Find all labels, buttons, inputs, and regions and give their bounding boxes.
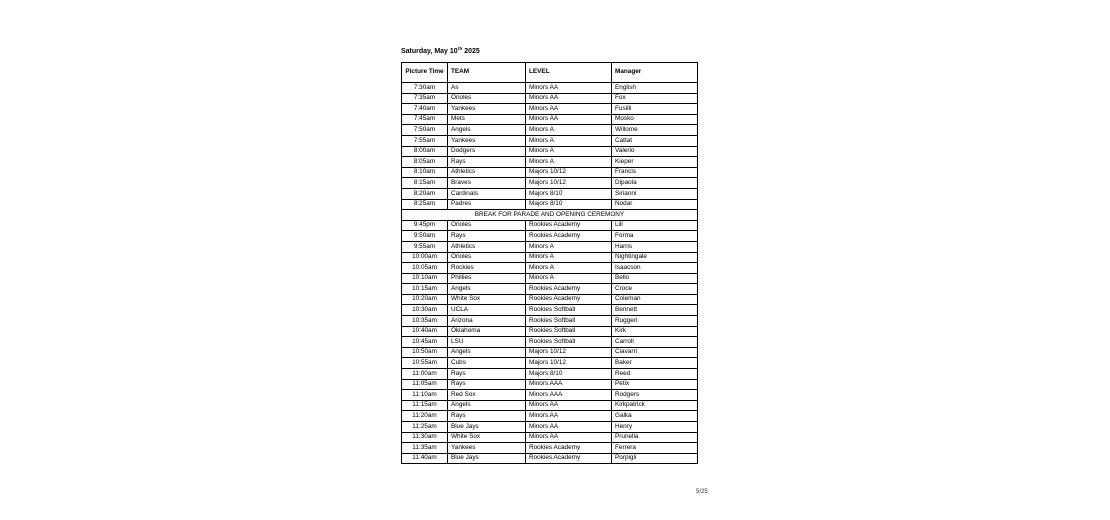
cell-manager: Nightingale (612, 252, 698, 263)
table-row (402, 453, 698, 464)
cell-manager: Ruggeri (612, 316, 698, 327)
cell-time: 8:10am (402, 167, 448, 178)
cell-team: White Sox (448, 432, 526, 443)
cell-time: 8:20am (402, 188, 448, 199)
table-row (402, 104, 698, 115)
cell-team: Padres (448, 199, 526, 210)
cell-time: 7:40am (402, 104, 448, 115)
column-header-team: TEAM (448, 63, 526, 83)
cell-time: 10:10am (402, 273, 448, 284)
cell-level: Minors A (526, 135, 612, 146)
cell-time: 11:35am (402, 443, 448, 454)
table-row (402, 157, 698, 168)
cell-level: Minors AA (526, 411, 612, 422)
page-number: 5/25 (696, 489, 708, 495)
cell-time: 11:10am (402, 390, 448, 401)
cell-manager: Willome (612, 125, 698, 136)
cell-level: Rookies Softball (526, 326, 612, 337)
cell-time: 9:45pm (402, 220, 448, 231)
cell-team: LSU (448, 337, 526, 348)
cell-time: 10:45am (402, 337, 448, 348)
table-row (402, 294, 698, 305)
page-heading (401, 46, 480, 55)
cell-manager: Ferrera (612, 443, 698, 454)
cell-time: 7:35am (402, 93, 448, 104)
cell-time: 11:40am (402, 453, 448, 464)
cell-team: Angels (448, 284, 526, 295)
table-row (402, 347, 698, 358)
table-row (402, 167, 698, 178)
table-row (402, 337, 698, 348)
cell-manager: Baker (612, 358, 698, 369)
table-row (402, 199, 698, 210)
table-row (402, 125, 698, 136)
cell-manager: Rodgers (612, 390, 698, 401)
cell-manager: Fusilli (612, 104, 698, 115)
cell-team: Orioles (448, 93, 526, 104)
table-row (402, 220, 698, 231)
cell-team: Blue Jays (448, 422, 526, 433)
table-row (402, 83, 698, 94)
cell-team: Braves (448, 178, 526, 189)
cell-team: Rays (448, 369, 526, 380)
cell-time: 11:15am (402, 400, 448, 411)
cell-team: Orioles (448, 220, 526, 231)
cell-time: 10:00am (402, 252, 448, 263)
cell-team: Rays (448, 411, 526, 422)
cell-manager: Kirkpatrick (612, 400, 698, 411)
table-row (402, 252, 698, 263)
cell-level: Minors A (526, 125, 612, 136)
cell-level: Minors AA (526, 93, 612, 104)
cell-manager: Forma (612, 231, 698, 242)
cell-manager: Sirianni (612, 188, 698, 199)
cell-team: Angels (448, 125, 526, 136)
cell-time: 10:35am (402, 316, 448, 327)
cell-level: Rookies Academy (526, 443, 612, 454)
table-row (402, 263, 698, 274)
cell-time: 7:45am (402, 114, 448, 125)
cell-team: Athletics (448, 167, 526, 178)
cell-manager: Cattat (612, 135, 698, 146)
cell-level: Minors AA (526, 400, 612, 411)
cell-time: 10:15am (402, 284, 448, 295)
cell-level: Minors A (526, 241, 612, 252)
cell-level: Minors A (526, 157, 612, 168)
cell-manager: Petix (612, 379, 698, 390)
table-row (402, 241, 698, 252)
cell-level: Rookies Academy (526, 453, 612, 464)
cell-team: Dodgers (448, 146, 526, 157)
table-row (402, 379, 698, 390)
table-header (402, 63, 698, 83)
cell-team: Yankees (448, 135, 526, 146)
cell-time: 9:50am (402, 231, 448, 242)
cell-level: Majors 10/12 (526, 347, 612, 358)
table-row (402, 369, 698, 380)
table-row (402, 316, 698, 327)
cell-team: Angels (448, 347, 526, 358)
cell-time: 10:50am (402, 347, 448, 358)
table-row (402, 93, 698, 104)
column-header-level: LEVEL (526, 63, 612, 83)
cell-team: Rays (448, 379, 526, 390)
cell-time: 8:15am (402, 178, 448, 189)
cell-time: 11:25am (402, 422, 448, 433)
cell-time: 7:30am (402, 83, 448, 94)
column-header-manager: Manager (612, 63, 698, 83)
cell-team: Rockies (448, 263, 526, 274)
cell-team: Blue Jays (448, 453, 526, 464)
cell-manager: English (612, 83, 698, 94)
cell-manager: Ciavarri (612, 347, 698, 358)
cell-level: Rookies Academy (526, 220, 612, 231)
table-row (402, 326, 698, 337)
cell-team: White Sox (448, 294, 526, 305)
cell-manager: Croce (612, 284, 698, 295)
cell-team: Arizona (448, 316, 526, 327)
table-body (402, 83, 698, 464)
cell-time: 7:50am (402, 125, 448, 136)
cell-level: Rookies Academy (526, 294, 612, 305)
cell-level: Rookies Academy (526, 284, 612, 295)
cell-time: 10:40am (402, 326, 448, 337)
cell-team: Yankees (448, 443, 526, 454)
table-row (402, 411, 698, 422)
cell-level: Minors A (526, 273, 612, 284)
cell-level: Minors A (526, 263, 612, 274)
picture-schedule-table (401, 62, 698, 464)
cell-level: Minors AA (526, 114, 612, 125)
cell-time: 11:30am (402, 432, 448, 443)
heading-date-suffix: th (457, 46, 463, 51)
heading-date: Saturday, May 10 (401, 48, 458, 55)
cell-team: Oklahoma (448, 326, 526, 337)
cell-manager: Bello (612, 273, 698, 284)
table-row (402, 305, 698, 316)
table-row (402, 443, 698, 454)
cell-level: Rookies Softball (526, 337, 612, 348)
cell-level: Majors 8/10 (526, 369, 612, 380)
cell-level: Majors 8/10 (526, 199, 612, 210)
cell-level: Majors 10/12 (526, 167, 612, 178)
cell-time: 9:55am (402, 241, 448, 252)
cell-manager: Porpigli (612, 453, 698, 464)
cell-team: Mets (448, 114, 526, 125)
cell-team: Rays (448, 157, 526, 168)
table-row (402, 146, 698, 157)
table-row (402, 273, 698, 284)
cell-manager: Coleman (612, 294, 698, 305)
cell-level: Rookies Softball (526, 305, 612, 316)
cell-team: Cubs (448, 358, 526, 369)
cell-team: Red Sox (448, 390, 526, 401)
table-row (402, 422, 698, 433)
table-row (402, 390, 698, 401)
column-header-picture-time: Picture Time (402, 63, 448, 83)
cell-level: Majors 10/12 (526, 178, 612, 189)
cell-level: Minors A (526, 146, 612, 157)
cell-manager: Dipaola (612, 178, 698, 189)
cell-time: 8:25am (402, 199, 448, 210)
cell-team: Phillies (448, 273, 526, 284)
cell-level: Minors AA (526, 104, 612, 115)
cell-time: 11:05am (402, 379, 448, 390)
cell-team: Angels (448, 400, 526, 411)
cell-level: Majors 8/10 (526, 188, 612, 199)
cell-level: Minors AAA (526, 390, 612, 401)
cell-manager: Mosko (612, 114, 698, 125)
cell-level: Minors AA (526, 432, 612, 443)
cell-time: 11:20am (402, 411, 448, 422)
header-row (402, 63, 698, 83)
cell-team: Cardinals (448, 188, 526, 199)
cell-time: 10:55am (402, 358, 448, 369)
cell-manager: Fox (612, 93, 698, 104)
break-row (402, 210, 698, 221)
table-row (402, 400, 698, 411)
table-row (402, 188, 698, 199)
cell-manager: Bennett (612, 305, 698, 316)
cell-level: Minors AA (526, 83, 612, 94)
cell-time: 11:00am (402, 369, 448, 380)
cell-team: Yankees (448, 104, 526, 115)
cell-manager: Reed (612, 369, 698, 380)
table-row (402, 135, 698, 146)
cell-manager: Galka (612, 411, 698, 422)
table-row (402, 284, 698, 295)
cell-level: Rookies Academy (526, 231, 612, 242)
cell-level: Minors AAA (526, 379, 612, 390)
cell-manager: Kirk (612, 326, 698, 337)
cell-time: 10:20am (402, 294, 448, 305)
table-row (402, 358, 698, 369)
cell-manager: Francis (612, 167, 698, 178)
cell-manager: Kieper (612, 157, 698, 168)
cell-level: Minors A (526, 252, 612, 263)
cell-level: Rookies Softball (526, 316, 612, 327)
cell-time: 8:05am (402, 157, 448, 168)
cell-time: 10:05am (402, 263, 448, 274)
table-row (402, 432, 698, 443)
table-row (402, 231, 698, 242)
cell-level: Minors AA (526, 422, 612, 433)
cell-team: Athletics (448, 241, 526, 252)
cell-manager: Henry (612, 422, 698, 433)
cell-manager: Nodar (612, 199, 698, 210)
cell-manager: Lill (612, 220, 698, 231)
cell-team: As (448, 83, 526, 94)
heading-year: 2025 (464, 48, 480, 55)
break-note: BREAK FOR PARADE AND OPENING CEREMONY (402, 210, 698, 221)
cell-level: Majors 10/12 (526, 358, 612, 369)
cell-manager: Carroll (612, 337, 698, 348)
cell-team: UCLA (448, 305, 526, 316)
cell-manager: Isaacson (612, 263, 698, 274)
cell-team: Orioles (448, 252, 526, 263)
cell-time: 8:00am (402, 146, 448, 157)
cell-time: 7:55am (402, 135, 448, 146)
cell-manager: Valerio (612, 146, 698, 157)
cell-team: Rays (448, 231, 526, 242)
table-row (402, 178, 698, 189)
cell-time: 10:30am (402, 305, 448, 316)
cell-manager: Harris (612, 241, 698, 252)
table-row (402, 114, 698, 125)
cell-manager: Prunella (612, 432, 698, 443)
